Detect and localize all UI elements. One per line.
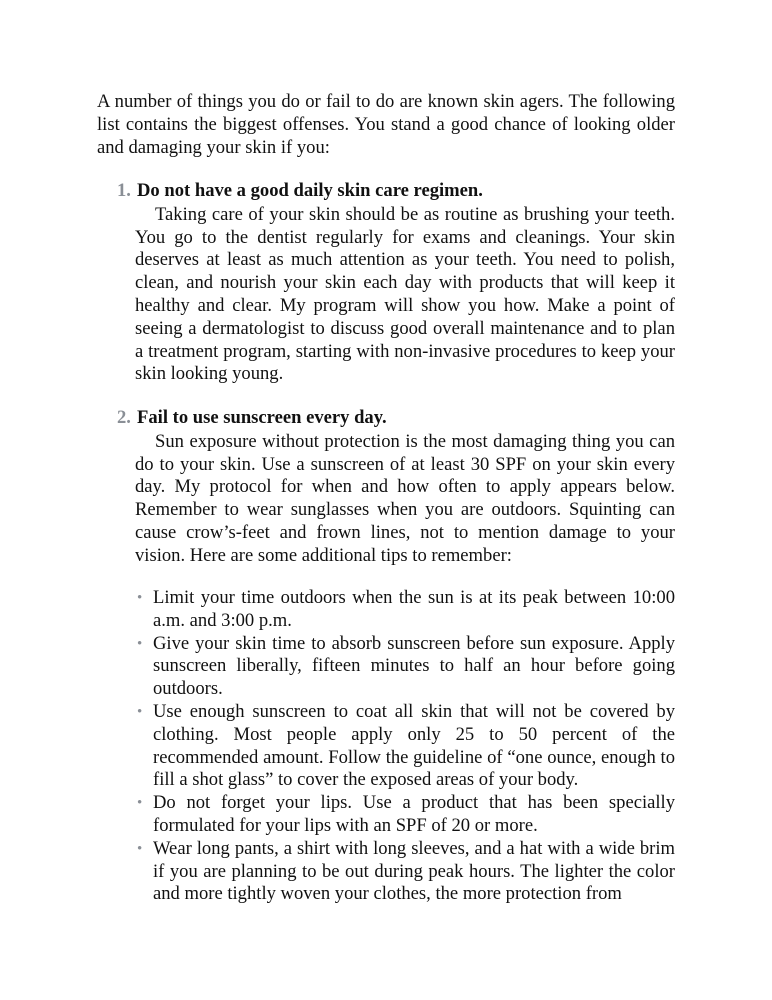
tip-text: Wear long pants, a shirt with long sleeves, and a hat with a wide brim if you are planning to be out during peak hours. The lighter the color and more tightly woven your clothes, the more protection from <box>153 837 675 905</box>
list-item-heading <box>117 407 675 430</box>
tip-text: Give your skin time to absorb sunscreen before sun exposure. Apply sunscreen liberally, fifteen minutes to half an hour before going outdoors. <box>153 632 675 700</box>
sunscreen-tips-list <box>137 587 675 906</box>
list-item-title: Fail to use sunscreen every day. <box>137 407 387 428</box>
list-item-number: 1. <box>117 180 131 201</box>
tip-bullet-item <box>137 633 675 701</box>
tip-bullet-item <box>137 587 675 633</box>
list-item-1 <box>117 180 675 386</box>
tip-bullet-item <box>137 701 675 792</box>
bullet-icon: • <box>137 703 143 720</box>
tip-text: Use enough sunscreen to coat all skin that will not be covered by clothing. Most people apply only 25 to 50 percent of the recommended amount. Follow the guideline of “one ounce, enough to fill a shot glass” to cover the exposed areas of your body. <box>153 700 675 791</box>
list-item-number: 2. <box>117 407 131 428</box>
list-item-2 <box>117 407 675 568</box>
tip-text: Do not forget your lips. Use a product that has been specially formulated for your lips with an SPF of 20 or more. <box>153 792 675 836</box>
list-item-body: Sun exposure without protection is the most damaging thing you can do to your skin. Use a sunscreen of at least 30 SPF on your skin every day. My protocol for when and how often to apply appears below. Remember to wear sunglasses when you are outdoors. Squinting can cause crow’s-feet and frown lines, not to mention damage to your vision. Here are some additional tips to remember: <box>135 430 675 566</box>
bullet-icon: • <box>137 590 143 606</box>
list-item-heading <box>117 180 675 203</box>
list-item-body: Taking care of your skin should be as routine as brushing your teeth. You go to the dentist regularly for exams and cleanings. Your skin deserves at least as much attention as your teeth. You need to polish, clean, and nourish your skin each day with products that will keep it healthy and clear. My program will show you how. Make a point of seeing a dermatologist to discuss good overall maintenance and to plan a treatment program, starting with non-invasive procedures to keep your skin looking young. <box>135 203 675 385</box>
intro-paragraph: A number of things you do or fail to do are known skin agers. The following list contains the biggest offenses. You stand a good chance of looking older and damaging your skin if you: <box>97 91 675 158</box>
bullet-icon: • <box>137 635 143 652</box>
list-item-title: Do not have a good daily skin care regimen. <box>137 180 483 201</box>
bullet-icon: • <box>137 840 143 857</box>
tip-bullet-item <box>137 838 675 906</box>
bullet-icon: • <box>137 795 143 812</box>
tip-text: Limit your time outdoors when the sun is at its peak between 10:00 a.m. and 3:00 p.m. <box>153 587 675 631</box>
tip-bullet-item <box>137 792 675 838</box>
